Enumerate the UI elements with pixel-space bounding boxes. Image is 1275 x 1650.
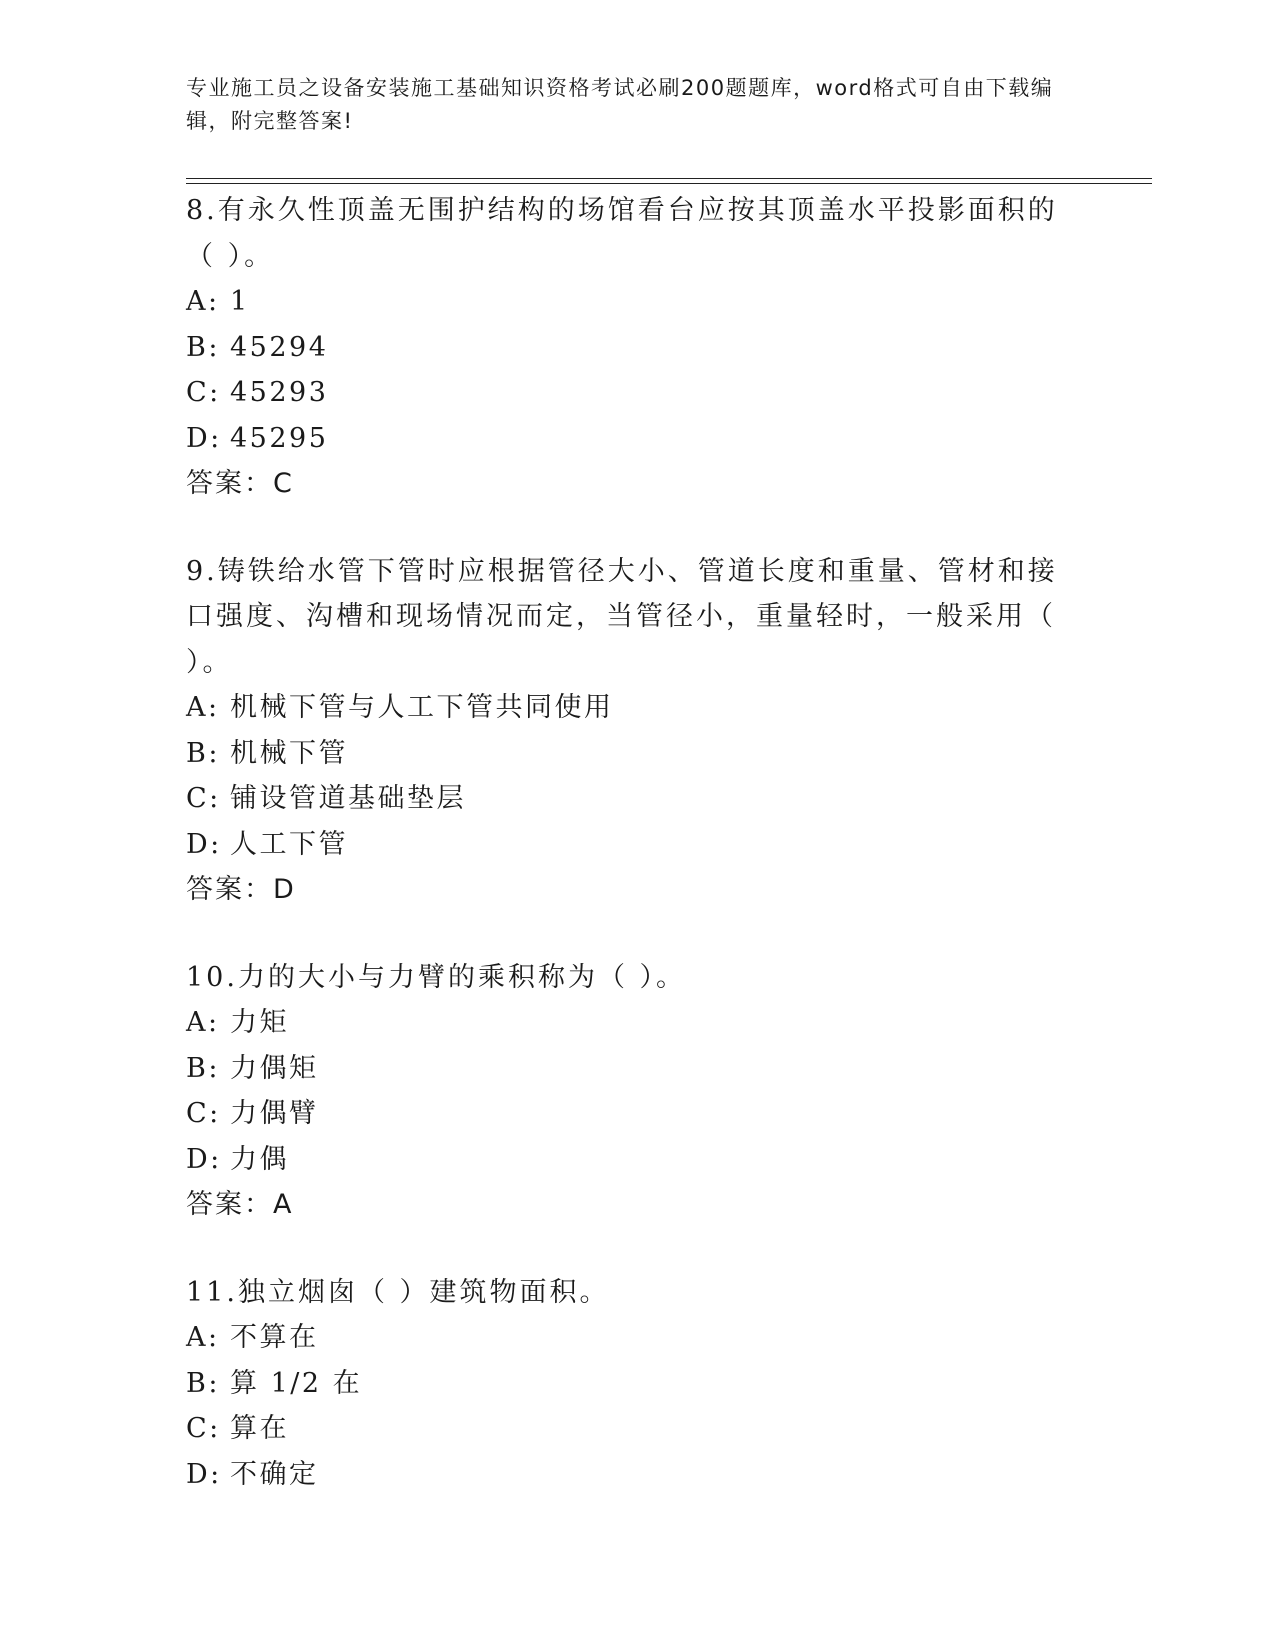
option-key: C:	[186, 377, 221, 408]
option-a	[186, 279, 1066, 325]
option-a	[186, 1315, 1066, 1361]
option-c	[186, 1406, 1066, 1452]
option-key: C:	[186, 1413, 221, 1444]
option-c	[186, 1091, 1066, 1137]
question-text: 10.力的大小与力臂的乘积称为（ ）。	[186, 961, 687, 993]
option-c	[186, 370, 1066, 416]
question-item	[186, 188, 1066, 507]
option-key: B:	[186, 737, 220, 769]
option-key: D:	[186, 1458, 222, 1490]
header-divider-top	[186, 178, 1152, 179]
option-value: 力偶矩	[230, 1052, 319, 1084]
option-d	[186, 1452, 1066, 1498]
option-key: B:	[186, 1052, 220, 1084]
option-value: 机械下管	[230, 737, 348, 769]
option-key: D:	[186, 1143, 222, 1175]
header-divider-bottom	[186, 183, 1152, 184]
question-item	[186, 955, 1066, 1228]
option-b	[186, 1046, 1066, 1092]
option-key: A:	[186, 692, 220, 723]
option-key: A:	[186, 1007, 220, 1038]
option-c	[186, 776, 1066, 822]
option-d	[186, 416, 1066, 462]
option-value: 45294	[230, 331, 329, 363]
option-key: C:	[186, 783, 221, 814]
option-key: A:	[186, 286, 220, 317]
option-value: 机械下管与人工下管共同使用	[230, 692, 614, 723]
option-value: 铺设管道基础垫层	[230, 783, 466, 814]
option-b	[186, 731, 1066, 777]
option-value: 力偶	[230, 1143, 289, 1175]
option-value: 力矩	[230, 1007, 289, 1038]
option-value: 45295	[230, 422, 329, 454]
option-value: 人工下管	[230, 828, 348, 860]
question-text: 8.有永久性顶盖无围护结构的场馆看台应按其顶盖水平投影面积的（ ）。	[186, 195, 1058, 272]
option-key: C:	[186, 1098, 221, 1129]
option-value: 45293	[230, 377, 329, 408]
document-header: 专业施工员之设备安装施工基础知识资格考试必刷200题题库，word格式可自由下载编辑，附完整答案!	[186, 76, 1054, 133]
question-item	[186, 1270, 1066, 1498]
option-b	[186, 325, 1066, 371]
option-b	[186, 1361, 1066, 1407]
option-value: 算在	[230, 1413, 289, 1444]
answer-line: 答案：C	[186, 468, 294, 499]
option-a	[186, 685, 1066, 731]
answer-line: 答案：A	[186, 1189, 294, 1220]
option-d	[186, 1137, 1066, 1183]
question-text: 9.铸铁给水管下管时应根据管径大小、管道长度和重量、管材和接口强度、沟槽和现场情况而定，当管径小，重量轻时，一般采用（ ）。	[186, 555, 1058, 678]
answer-line: 答案：D	[186, 874, 296, 905]
option-value: 不算在	[230, 1322, 319, 1353]
question-item	[186, 549, 1066, 913]
option-value: 力偶臂	[230, 1098, 319, 1129]
option-key: B:	[186, 1367, 220, 1399]
option-value: 1	[230, 286, 250, 317]
option-d	[186, 822, 1066, 868]
option-value: 不确定	[230, 1458, 319, 1490]
option-key: B:	[186, 331, 220, 363]
question-text: 11.独立烟囱（ ）建筑物面积。	[186, 1276, 610, 1308]
question-list	[186, 188, 1066, 1539]
option-key: D:	[186, 422, 222, 454]
option-key: D:	[186, 828, 222, 860]
option-a	[186, 1000, 1066, 1046]
option-value: 算 1/2 在	[230, 1367, 363, 1399]
option-key: A:	[186, 1322, 220, 1353]
